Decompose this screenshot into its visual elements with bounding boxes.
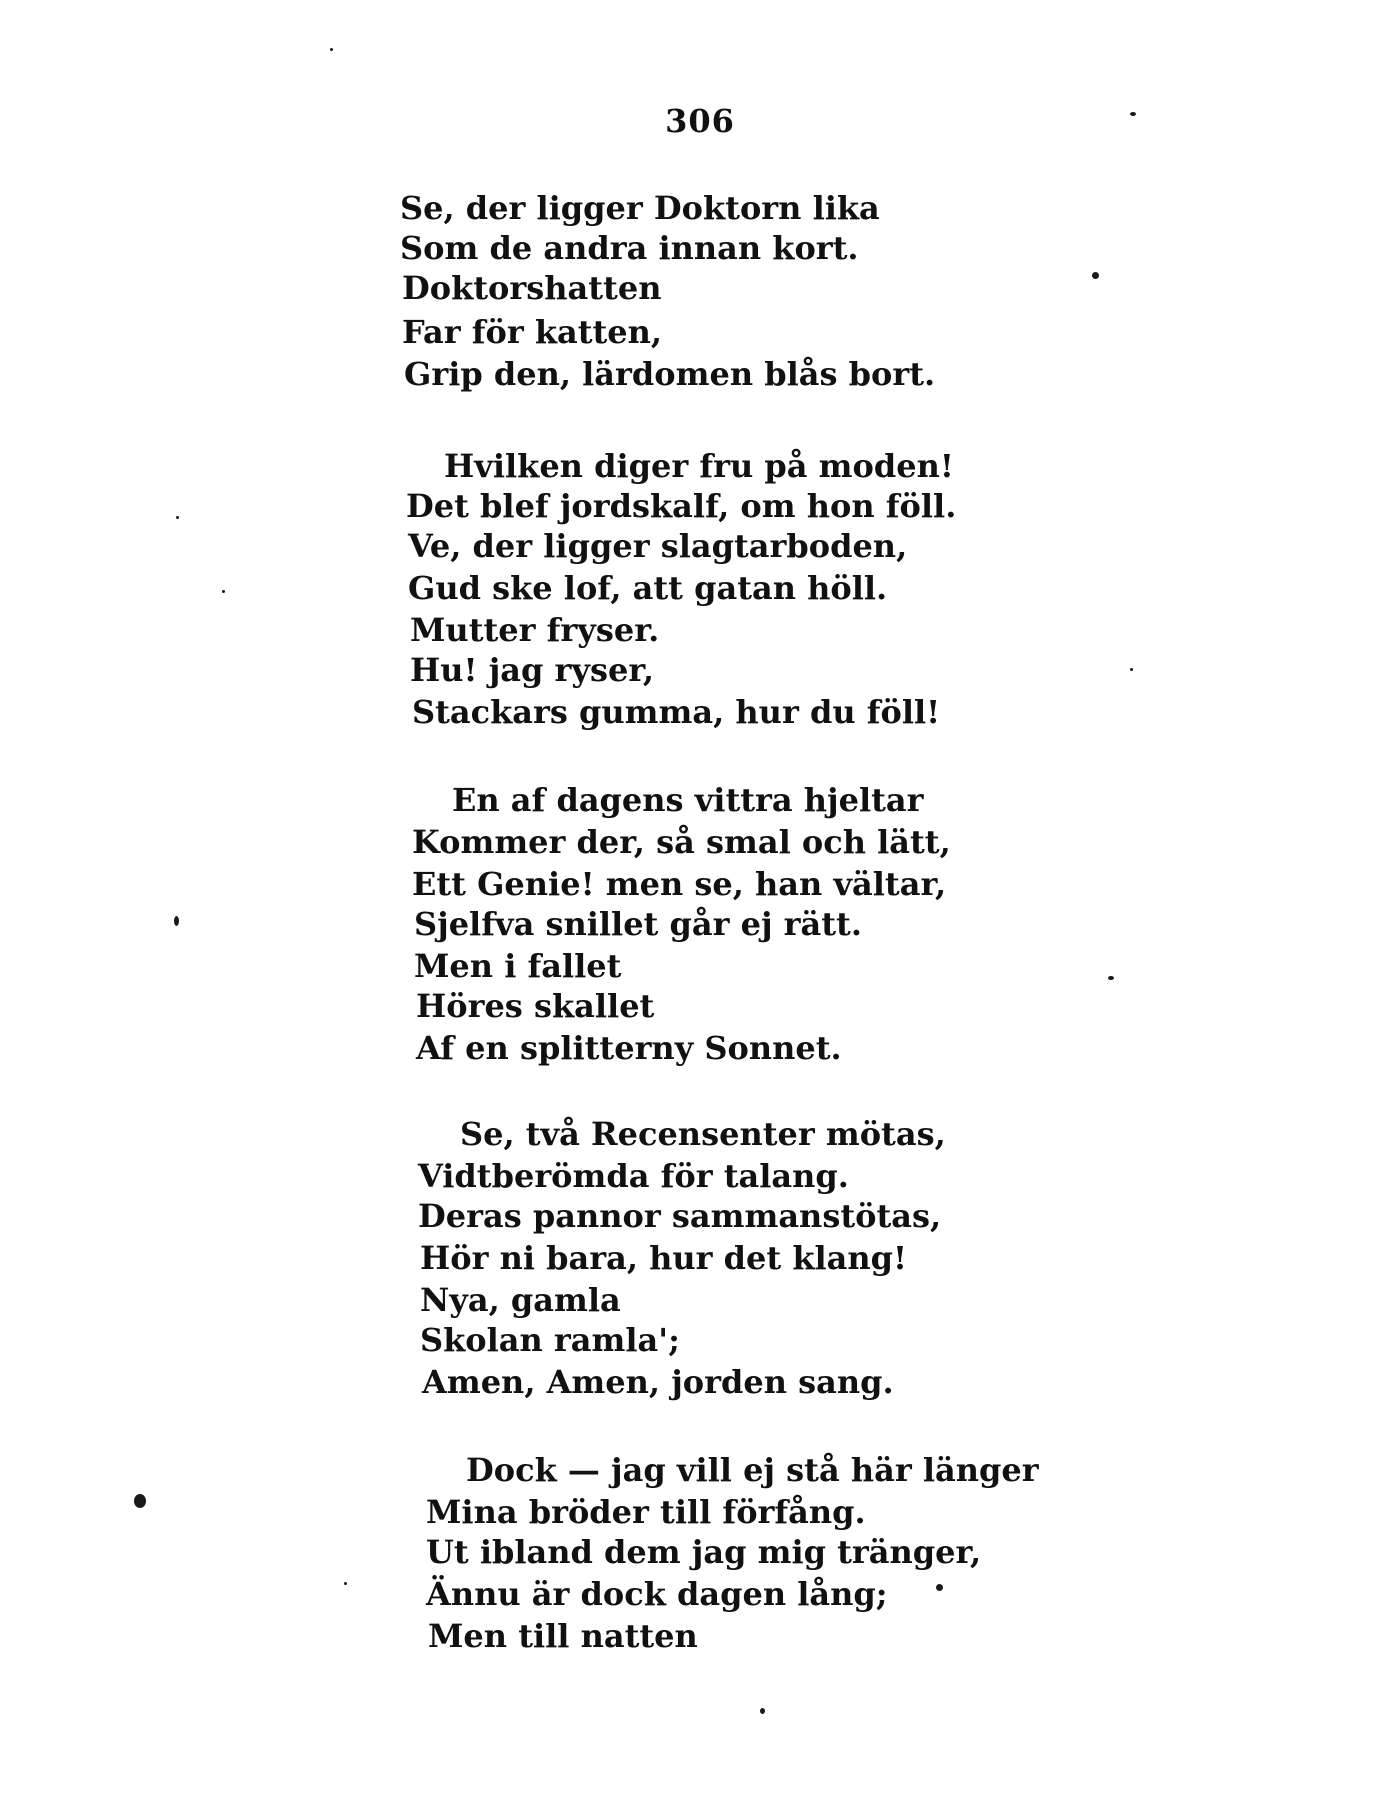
- verse-line: Se, två Recensenter mötas,: [460, 1115, 946, 1153]
- verse-line: Ännu är dock dagen lång;: [426, 1575, 888, 1613]
- scan-speck: [760, 1708, 765, 1714]
- scan-speck: [1130, 112, 1136, 116]
- verse-line: Deras pannor sammanstötas,: [418, 1197, 942, 1235]
- scan-speck: [344, 1582, 347, 1585]
- verse-line: Dock — jag vill ej stå här länger: [466, 1451, 1039, 1489]
- verse-line: Af en splitterny Sonnet.: [416, 1029, 842, 1067]
- verse-line: Sjelfva snillet går ej rätt.: [414, 905, 862, 943]
- verse-line: Som de andra innan kort.: [400, 229, 859, 267]
- verse-line: Nya, gamla: [420, 1281, 621, 1319]
- verse-line: Men i fallet: [414, 947, 622, 985]
- verse-line: Mina bröder till förfång.: [426, 1493, 866, 1531]
- verse-line: Grip den, lärdomen blås bort.: [404, 355, 936, 393]
- verse-line: Men till natten: [428, 1617, 698, 1655]
- verse-line: Gud ske lof, att gatan höll.: [408, 569, 888, 607]
- scan-speck: [222, 590, 225, 593]
- scan-speck: [134, 1494, 146, 1508]
- verse-line: Hör ni bara, hur det klang!: [420, 1239, 908, 1277]
- scan-speck: [176, 516, 179, 519]
- verse-line: Stackars gumma, hur du föll!: [412, 693, 941, 731]
- verse-line: En af dagens vittra hjeltar: [452, 781, 924, 819]
- verse-line: Ve, der ligger slagtarboden,: [408, 527, 908, 565]
- verse-line: Hvilken diger fru på moden!: [444, 447, 954, 485]
- scan-speck: [174, 916, 179, 926]
- verse-line: Far för katten,: [402, 313, 663, 351]
- scan-speck: [936, 1584, 943, 1591]
- verse-line: Se, der ligger Doktorn lika: [400, 189, 880, 227]
- verse-line: Mutter fryser.: [410, 611, 660, 649]
- verse-line: Doktorshatten: [402, 269, 662, 307]
- verse-line: Hu! jag ryser,: [410, 651, 655, 689]
- verse-line: Ett Genie! men se, han vältar,: [412, 865, 947, 903]
- scan-speck: [1108, 976, 1114, 980]
- verse-line: Skolan ramla';: [420, 1321, 680, 1359]
- page-number: 306: [665, 102, 735, 140]
- verse-line: Vidtberömda för talang.: [418, 1157, 849, 1195]
- verse-line: Höres skallet: [416, 987, 655, 1025]
- verse-line: Ut ibland dem jag mig tränger,: [426, 1533, 982, 1571]
- verse-line: Det blef jordskalf, om hon föll.: [406, 487, 957, 525]
- verse-line: Amen, Amen, jorden sang.: [422, 1363, 894, 1401]
- verse-line: Kommer der, så smal och lätt,: [412, 823, 951, 861]
- scan-speck: [1130, 668, 1133, 671]
- scan-speck: [330, 48, 333, 51]
- scan-speck: [1092, 272, 1099, 279]
